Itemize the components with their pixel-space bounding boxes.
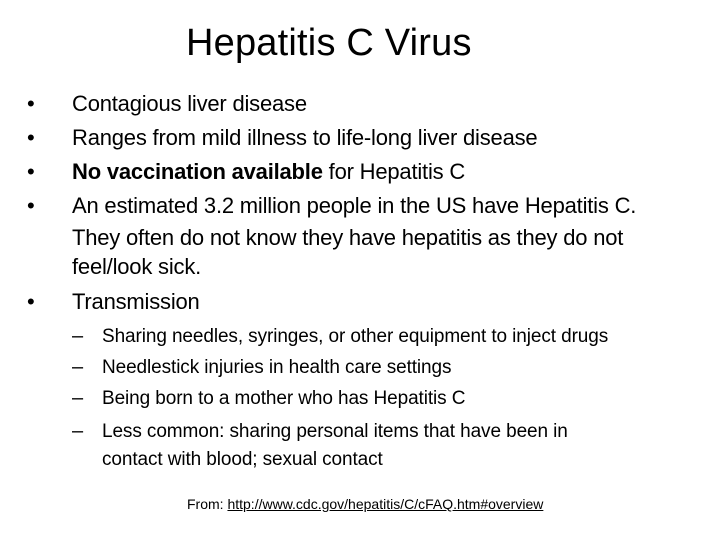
bullet-line: They often do not know they have hepatitis as they do not (72, 225, 624, 250)
sub-bullet-symbol: – (72, 387, 84, 409)
bullet-symbol: • (27, 289, 35, 314)
bullet-text (72, 286, 720, 318)
bullet-rest-text: for Hepatitis C (322, 159, 466, 184)
source-label: From: (187, 496, 224, 512)
bullet-line: Transmission (72, 289, 200, 314)
bullet-symbol: • (27, 193, 35, 218)
source-link[interactable]: http://www.cdc.gov/hepatitis/C/cFAQ.htm#overview (227, 496, 544, 512)
bullet-text (72, 190, 720, 281)
bullet-bold-text: No vaccination available (72, 159, 323, 184)
source-citation (187, 493, 543, 515)
bullet-line (72, 156, 720, 188)
sub-bullet-line: Being born to a mother who has Hepatitis C (102, 388, 466, 409)
bullet-text (72, 88, 720, 120)
bullet-line: Ranges from mild illness to life-long liver disease (72, 125, 538, 150)
sub-bullet-symbol: – (72, 420, 84, 442)
sub-bullet-line: Less common: sharing personal items that have been in (102, 421, 568, 442)
bullet-symbol: • (27, 125, 35, 150)
bullet-symbol: • (27, 159, 35, 184)
sub-bullet-text (102, 383, 712, 414)
sub-bullet-symbol: – (72, 325, 84, 347)
sub-bullet-text (102, 416, 712, 473)
bullet-line: An estimated 3.2 million people in the US have Hepatitis C. (72, 193, 637, 218)
sub-bullet-text (102, 352, 712, 383)
bullet-line: Contagious liver disease (72, 91, 307, 116)
sub-bullet-line: contact with blood; sexual contact (102, 449, 383, 470)
bullet-text (72, 156, 720, 188)
bullet-line: feel/look sick. (72, 254, 202, 279)
slide-title: Hepatitis C Virus (186, 22, 472, 64)
sub-bullet-line: Sharing needles, syringes, or other equipment to inject drugs (102, 326, 609, 347)
sub-bullet-text (102, 321, 712, 352)
sub-bullet-symbol: – (72, 356, 84, 378)
sub-bullet-line: Needlestick injuries in health care settings (102, 357, 452, 378)
bullet-text (72, 122, 720, 154)
bullet-symbol: • (27, 91, 35, 116)
